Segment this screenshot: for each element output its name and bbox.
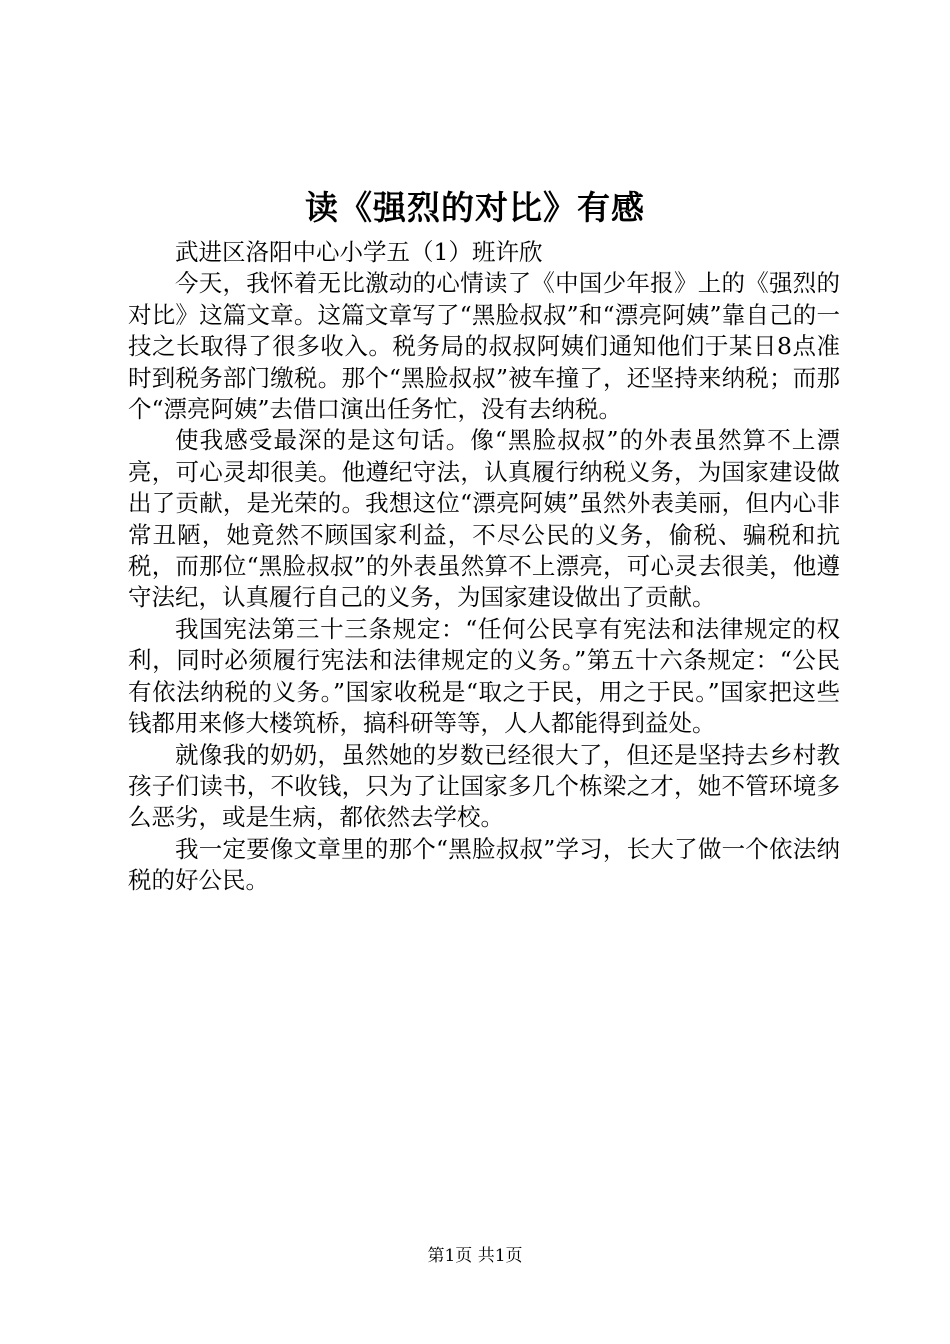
document-title: 读《强烈的对比》有感 [305, 188, 645, 227]
page-number-footer: 第1页 共1页 [427, 1246, 523, 1266]
paragraph-2: 使我感受最深的是这句话。像“黑脸叔叔”的外表虽然算不上漂亮，可心灵却很美。他遵纪守法，认真履行纳税义务，为国家建设做出了贡献，是光荣的。我想这位“漂亮阿姨”虽然外表美丽，但内心非常丑陋，她竟然不顾国家利益，不尽公民的义务，偷税、骗税和抗税，而那位“黑脸叔叔”的外表虽然算不上漂亮，可心灵去很美，他遵守法纪，认真履行自己的义务，为国家建设做出了贡献。 [128, 426, 840, 612]
paragraph-3: 我国宪法第三十三条规定：“任何公民享有宪法和法律规定的权利，同时必须履行宪法和法律规定的义务。”第五十六条规定：“公民有依法纳税的义务。”国家收税是“取之于民，用之于民。”国家把这些钱都用来修大楼筑桥，搞科研等等，人人都能得到益处。 [128, 614, 840, 738]
author-byline: 武进区洛阳中心小学五（1）班许欣 [175, 238, 543, 266]
document-body [128, 237, 840, 897]
paragraph-1: 今天，我怀着无比激动的心情读了《中国少年报》上的《强烈的对比》这篇文章。这篇文章写了“黑脸叔叔”和“漂亮阿姨”靠自己的一技之长取得了很多收入。税务局的叔叔阿姨们通知他们于某日8点准时到税务部门缴税。那个“黑脸叔叔”被车撞了，还坚持来纳税；而那个“漂亮阿姨”去借口演出任务忙，没有去纳税。 [128, 269, 840, 424]
paragraph-5: 我一定要像文章里的那个“黑脸叔叔”学习，长大了做一个依法纳税的好公民。 [128, 834, 840, 895]
paragraph-4: 就像我的奶奶，虽然她的岁数已经很大了，但还是坚持去乡村教孩子们读书，不收钱，只为了让国家多几个栋梁之才，她不管环境多么恶劣，或是生病，都依然去学校。 [128, 740, 840, 832]
